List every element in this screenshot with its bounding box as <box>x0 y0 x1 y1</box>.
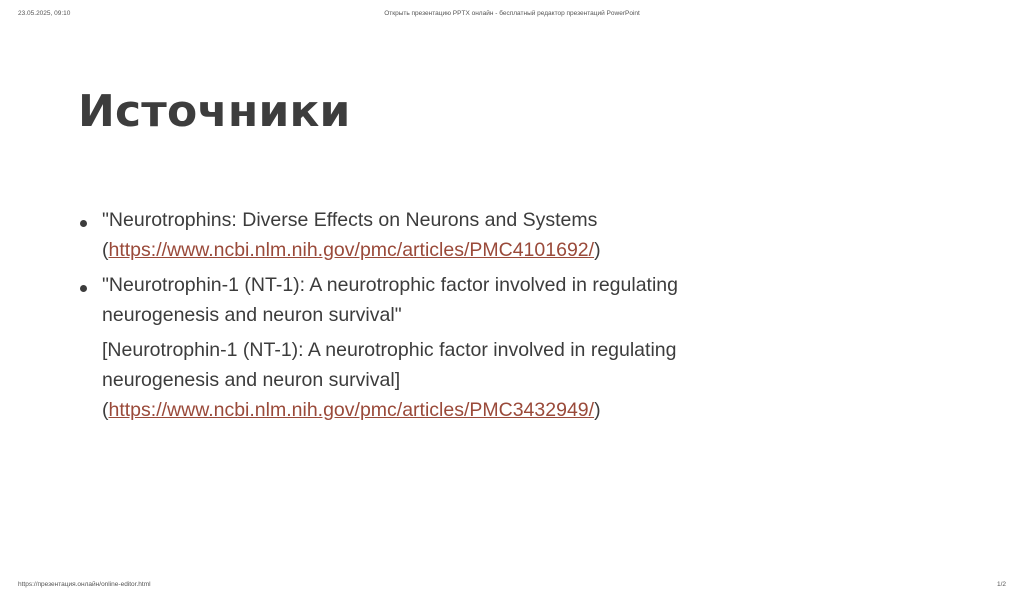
print-footer <box>18 581 1006 591</box>
bullet-icon <box>80 285 87 292</box>
source-1-text <box>102 205 700 265</box>
source-2-paren-open: ( <box>102 399 109 421</box>
source-item-1 <box>80 205 700 265</box>
source-1-title: "Neurotrophins: Diverse Effects on Neurons and Systems <box>102 209 598 231</box>
source-1-paren-close: ) <box>594 239 601 261</box>
sources-list <box>80 205 700 430</box>
slide-title: Источники <box>78 86 351 137</box>
print-document-title: Открыть презентацию PPTX онлайн - бесплатный редактор презентаций PowerPoint <box>384 10 640 17</box>
source-2-link[interactable]: https://www.ncbi.nlm.nih.gov/pmc/articles/PMC3432949/ <box>108 399 595 421</box>
print-date: 23.05.2025, 09:10 <box>18 10 71 17</box>
source-2-text <box>102 335 700 425</box>
source-2-title: "Neurotrophin-1 (NT-1): A neurotrophic factor involved in regulating neurogenesis and neuron survival" <box>102 274 678 326</box>
source-1-paren-open: ( <box>102 239 109 261</box>
source-item-2 <box>80 270 700 425</box>
bullet-icon <box>80 220 87 227</box>
print-url: https://презентация.онлайн/online-editor.html <box>18 581 151 588</box>
source-2-paren-close: ) <box>594 399 601 421</box>
source-2-translation: [Neurotrophin-1 (NT-1): A neurotrophic factor involved in regulating neurogenesis and neuron survival] <box>102 339 677 391</box>
print-page-number: 1/2 <box>996 581 1006 588</box>
print-header <box>18 10 1006 20</box>
source-1-link[interactable]: https://www.ncbi.nlm.nih.gov/pmc/articles/PMC4101692/ <box>108 239 595 261</box>
